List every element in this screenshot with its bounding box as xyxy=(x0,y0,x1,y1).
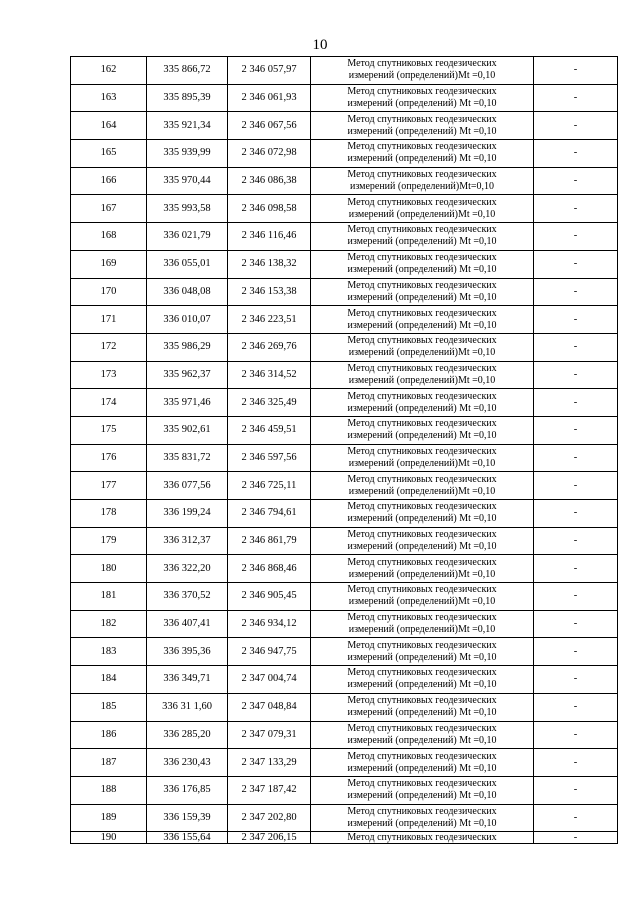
method-line-1: Метод спутниковых геодезических xyxy=(347,639,497,651)
x-coordinate-cell: 336 021,79 xyxy=(147,223,228,251)
x-coordinate-cell: 336 155,64 xyxy=(147,832,228,844)
point-number-cell: 162 xyxy=(71,57,147,85)
method-line-2: измерений (определений) Mt =0,10 xyxy=(347,264,497,276)
page-number: 10 xyxy=(312,37,328,53)
y-coordinate-cell: 2 346 061,93 xyxy=(228,84,311,112)
method-line-2: измерений (определений) Mt =0,10 xyxy=(347,319,497,331)
table-row xyxy=(71,749,618,777)
method-cell xyxy=(311,638,534,666)
note-cell: - xyxy=(534,250,618,278)
y-coordinate-cell: 2 346 067,56 xyxy=(228,112,311,140)
method-line-2: измерений (определений) Mt =0,10 xyxy=(347,153,497,165)
point-number-cell: 177 xyxy=(71,472,147,500)
method-cell xyxy=(311,195,534,223)
method-cell xyxy=(311,832,534,844)
method-line-1: Метод спутниковых геодезических xyxy=(347,832,497,844)
method-line-2: измерений (определений)Mt=0,10 xyxy=(349,181,495,193)
point-number-cell: 171 xyxy=(71,306,147,334)
y-coordinate-cell: 2 346 794,61 xyxy=(228,500,311,528)
method-line-2: измерений (определений)Mt =0,10 xyxy=(348,208,496,220)
point-number-cell: 180 xyxy=(71,555,147,583)
table-row xyxy=(71,804,618,832)
method-cell xyxy=(311,583,534,611)
table-row xyxy=(71,167,618,195)
point-number-cell: 173 xyxy=(71,361,147,389)
y-coordinate-cell: 2 347 202,80 xyxy=(228,804,311,832)
x-coordinate-cell: 336 395,36 xyxy=(147,638,228,666)
method-line-1: Метод спутниковых геодезических xyxy=(347,252,497,264)
note-cell: - xyxy=(534,610,618,638)
method-line-2: измерений (определений)Mt =0,10 xyxy=(348,374,496,386)
method-cell xyxy=(311,278,534,306)
method-cell xyxy=(311,112,534,140)
x-coordinate-cell: 336 199,24 xyxy=(147,500,228,528)
point-number-cell: 170 xyxy=(71,278,147,306)
table-row xyxy=(71,776,618,804)
note-cell: - xyxy=(534,666,618,694)
y-coordinate-cell: 2 346 057,97 xyxy=(228,57,311,85)
y-coordinate-cell: 2 346 116,46 xyxy=(228,223,311,251)
method-line-1: Метод спутниковых геодезических xyxy=(347,335,497,347)
table-row xyxy=(71,140,618,168)
method-cell xyxy=(311,666,534,694)
method-cell xyxy=(311,776,534,804)
note-cell: - xyxy=(534,361,618,389)
method-line-2: измерений (определений)Mt =0,10 xyxy=(348,596,496,608)
method-line-2: измерений (определений) Mt =0,10 xyxy=(347,679,497,691)
method-cell xyxy=(311,389,534,417)
method-cell xyxy=(311,472,534,500)
note-cell: - xyxy=(534,804,618,832)
point-number-cell: 187 xyxy=(71,749,147,777)
y-coordinate-cell: 2 346 086,38 xyxy=(228,167,311,195)
x-coordinate-cell: 335 970,44 xyxy=(147,167,228,195)
method-line-1: Метод спутниковых геодезических xyxy=(347,279,497,291)
method-cell xyxy=(311,361,534,389)
x-coordinate-cell: 335 902,61 xyxy=(147,416,228,444)
method-line-1: Метод спутниковых геодезических xyxy=(347,805,497,817)
x-coordinate-cell: 336 010,07 xyxy=(147,306,228,334)
note-cell: - xyxy=(534,583,618,611)
method-cell xyxy=(311,223,534,251)
table-row xyxy=(71,527,618,555)
method-line-1: Метод спутниковых геодезических xyxy=(347,501,497,513)
y-coordinate-cell: 2 346 269,76 xyxy=(228,333,311,361)
method-line-1: Метод спутниковых геодезических xyxy=(347,556,497,568)
point-number-cell: 169 xyxy=(71,250,147,278)
method-line-2: измерений (определений) Mt =0,10 xyxy=(347,291,497,303)
note-cell: - xyxy=(534,776,618,804)
table-row xyxy=(71,306,618,334)
method-line-2: измерений (определений)Mt =0,10 xyxy=(348,485,496,497)
y-coordinate-cell: 2 346 947,75 xyxy=(228,638,311,666)
x-coordinate-cell: 335 962,37 xyxy=(147,361,228,389)
point-number-cell: 181 xyxy=(71,583,147,611)
table-row xyxy=(71,333,618,361)
x-coordinate-cell: 336 312,37 xyxy=(147,527,228,555)
point-number-cell: 168 xyxy=(71,223,147,251)
method-line-2: измерений (определений)Mt =0,10 xyxy=(348,70,496,82)
point-number-cell: 184 xyxy=(71,666,147,694)
point-number-cell: 163 xyxy=(71,84,147,112)
note-cell: - xyxy=(534,472,618,500)
table-row xyxy=(71,444,618,472)
method-line-1: Метод спутниковых геодезических xyxy=(347,86,497,98)
table-row xyxy=(71,389,618,417)
method-line-1: Метод спутниковых геодезических xyxy=(347,473,497,485)
point-number-cell: 182 xyxy=(71,610,147,638)
x-coordinate-cell: 336 285,20 xyxy=(147,721,228,749)
x-coordinate-cell: 335 939,99 xyxy=(147,140,228,168)
table-row xyxy=(71,721,618,749)
method-cell xyxy=(311,444,534,472)
note-cell: - xyxy=(534,223,618,251)
note-cell: - xyxy=(534,416,618,444)
x-coordinate-cell: 336 322,20 xyxy=(147,555,228,583)
y-coordinate-cell: 2 346 138,32 xyxy=(228,250,311,278)
table-row xyxy=(71,638,618,666)
method-cell xyxy=(311,57,534,85)
method-line-1: Метод спутниковых геодезических xyxy=(347,58,497,70)
coordinates-table xyxy=(70,56,618,844)
method-line-1: Метод спутниковых геодезических xyxy=(347,722,497,734)
y-coordinate-cell: 2 346 325,49 xyxy=(228,389,311,417)
method-cell xyxy=(311,500,534,528)
method-cell xyxy=(311,306,534,334)
y-coordinate-cell: 2 346 934,12 xyxy=(228,610,311,638)
method-cell xyxy=(311,333,534,361)
method-line-1: Метод спутниковых геодезических xyxy=(347,307,497,319)
point-number-cell: 188 xyxy=(71,776,147,804)
method-line-1: Метод спутниковых геодезических xyxy=(347,418,497,430)
point-number-cell: 176 xyxy=(71,444,147,472)
y-coordinate-cell: 2 347 187,42 xyxy=(228,776,311,804)
method-line-2: измерений (определений) Mt =0,10 xyxy=(347,734,497,746)
method-line-1: Метод спутниковых геодезических xyxy=(347,196,497,208)
method-line-2: измерений (определений) Mt =0,10 xyxy=(347,236,497,248)
table-row xyxy=(71,361,618,389)
table-row xyxy=(71,583,618,611)
method-line-2: измерений (определений) Mt =0,10 xyxy=(347,790,497,802)
x-coordinate-cell: 335 866,72 xyxy=(147,57,228,85)
x-coordinate-cell: 336 048,08 xyxy=(147,278,228,306)
point-number-cell: 172 xyxy=(71,333,147,361)
x-coordinate-cell: 335 993,58 xyxy=(147,195,228,223)
x-coordinate-cell: 335 921,34 xyxy=(147,112,228,140)
method-line-2: измерений (определений) Mt =0,10 xyxy=(347,98,497,110)
table-row xyxy=(71,416,618,444)
method-line-1: Метод спутниковых геодезических xyxy=(347,584,497,596)
method-line-1: Метод спутниковых геодезических xyxy=(347,529,497,541)
y-coordinate-cell: 2 346 098,58 xyxy=(228,195,311,223)
point-number-cell: 175 xyxy=(71,416,147,444)
point-number-cell: 166 xyxy=(71,167,147,195)
method-line-2: измерений (определений) Mt =0,10 xyxy=(347,402,497,414)
note-cell: - xyxy=(534,140,618,168)
note-cell: - xyxy=(534,444,618,472)
note-cell: - xyxy=(534,693,618,721)
method-line-2: измерений (определений)Mt =0,10 xyxy=(348,568,496,580)
note-cell: - xyxy=(534,721,618,749)
point-number-cell: 190 xyxy=(71,832,147,844)
x-coordinate-cell: 336 077,56 xyxy=(147,472,228,500)
note-cell: - xyxy=(534,832,618,844)
method-line-1: Метод спутниковых геодезических xyxy=(347,612,497,624)
y-coordinate-cell: 2 346 905,45 xyxy=(228,583,311,611)
method-line-2: измерений (определений) Mt =0,10 xyxy=(347,817,497,829)
method-cell xyxy=(311,693,534,721)
note-cell: - xyxy=(534,84,618,112)
point-number-cell: 174 xyxy=(71,389,147,417)
method-line-1: Метод спутниковых геодезических xyxy=(347,141,497,153)
method-line-1: Метод спутниковых геодезических xyxy=(347,169,497,181)
table-row xyxy=(71,832,618,844)
y-coordinate-cell: 2 347 004,74 xyxy=(228,666,311,694)
x-coordinate-cell: 336 159,39 xyxy=(147,804,228,832)
method-line-1: Метод спутниковых геодезических xyxy=(347,224,497,236)
note-cell: - xyxy=(534,638,618,666)
y-coordinate-cell: 2 347 206,15 xyxy=(228,832,311,844)
table-row xyxy=(71,693,618,721)
method-cell xyxy=(311,749,534,777)
y-coordinate-cell: 2 347 048,84 xyxy=(228,693,311,721)
method-line-2: измерений (определений)Mt =0,10 xyxy=(348,347,496,359)
method-cell xyxy=(311,167,534,195)
method-cell xyxy=(311,527,534,555)
point-number-cell: 178 xyxy=(71,500,147,528)
point-number-cell: 185 xyxy=(71,693,147,721)
note-cell: - xyxy=(534,57,618,85)
method-line-2: измерений (определений) Mt =0,10 xyxy=(347,762,497,774)
note-cell: - xyxy=(534,278,618,306)
point-number-cell: 179 xyxy=(71,527,147,555)
x-coordinate-cell: 336 349,71 xyxy=(147,666,228,694)
x-coordinate-cell: 336 31 1,60 xyxy=(147,693,228,721)
table-row xyxy=(71,500,618,528)
table-row xyxy=(71,57,618,85)
method-line-2: измерений (определений) Mt =0,10 xyxy=(347,651,497,663)
method-line-1: Метод спутниковых геодезических xyxy=(347,750,497,762)
y-coordinate-cell: 2 346 459,51 xyxy=(228,416,311,444)
method-cell xyxy=(311,84,534,112)
table-row xyxy=(71,610,618,638)
table-row xyxy=(71,250,618,278)
x-coordinate-cell: 336 370,52 xyxy=(147,583,228,611)
y-coordinate-cell: 2 346 072,98 xyxy=(228,140,311,168)
x-coordinate-cell: 335 895,39 xyxy=(147,84,228,112)
method-line-1: Метод спутниковых геодезических xyxy=(347,362,497,374)
table-row xyxy=(71,84,618,112)
table-row xyxy=(71,195,618,223)
method-line-1: Метод спутниковых геодезических xyxy=(347,445,497,457)
x-coordinate-cell: 336 055,01 xyxy=(147,250,228,278)
table-row xyxy=(71,555,618,583)
method-cell xyxy=(311,721,534,749)
method-cell xyxy=(311,610,534,638)
note-cell: - xyxy=(534,333,618,361)
point-number-cell: 164 xyxy=(71,112,147,140)
x-coordinate-cell: 336 230,43 xyxy=(147,749,228,777)
note-cell: - xyxy=(534,527,618,555)
point-number-cell: 183 xyxy=(71,638,147,666)
x-coordinate-cell: 336 176,85 xyxy=(147,776,228,804)
method-line-2: измерений (определений)Mt =0,10 xyxy=(348,457,496,469)
note-cell: - xyxy=(534,306,618,334)
method-line-2: измерений (определений) Mt =0,10 xyxy=(347,513,497,525)
x-coordinate-cell: 335 986,29 xyxy=(147,333,228,361)
method-line-2: измерений (определений) Mt =0,10 xyxy=(347,707,497,719)
y-coordinate-cell: 2 346 314,52 xyxy=(228,361,311,389)
coordinates-table-body xyxy=(71,57,618,844)
method-cell xyxy=(311,140,534,168)
y-coordinate-cell: 2 346 153,38 xyxy=(228,278,311,306)
method-cell xyxy=(311,416,534,444)
method-line-1: Метод спутниковых геодезических xyxy=(347,113,497,125)
x-coordinate-cell: 335 971,46 xyxy=(147,389,228,417)
note-cell: - xyxy=(534,749,618,777)
method-cell xyxy=(311,555,534,583)
method-line-2: измерений (определений) Mt =0,10 xyxy=(347,430,497,442)
note-cell: - xyxy=(534,112,618,140)
table-row xyxy=(71,666,618,694)
point-number-cell: 167 xyxy=(71,195,147,223)
point-number-cell: 186 xyxy=(71,721,147,749)
method-line-2: измерений (определений) Mt =0,10 xyxy=(347,125,497,137)
y-coordinate-cell: 2 347 079,31 xyxy=(228,721,311,749)
method-cell xyxy=(311,250,534,278)
y-coordinate-cell: 2 346 597,56 xyxy=(228,444,311,472)
table-row xyxy=(71,472,618,500)
method-cell xyxy=(311,804,534,832)
table-row xyxy=(71,112,618,140)
y-coordinate-cell: 2 347 133,29 xyxy=(228,749,311,777)
y-coordinate-cell: 2 346 868,46 xyxy=(228,555,311,583)
method-line-1: Метод спутниковых геодезических xyxy=(347,695,497,707)
table-row xyxy=(71,278,618,306)
method-line-2: измерений (определений) Mt =0,10 xyxy=(347,541,497,553)
method-line-1: Метод спутниковых геодезических xyxy=(347,390,497,402)
note-cell: - xyxy=(534,167,618,195)
y-coordinate-cell: 2 346 861,79 xyxy=(228,527,311,555)
method-line-1: Метод спутниковых геодезических xyxy=(347,778,497,790)
y-coordinate-cell: 2 346 725,11 xyxy=(228,472,311,500)
note-cell: - xyxy=(534,500,618,528)
note-cell: - xyxy=(534,389,618,417)
method-line-2: измерений (определений)Mt =0,10 xyxy=(348,624,496,636)
note-cell: - xyxy=(534,555,618,583)
method-line-1: Метод спутниковых геодезических xyxy=(347,667,497,679)
y-coordinate-cell: 2 346 223,51 xyxy=(228,306,311,334)
x-coordinate-cell: 335 831,72 xyxy=(147,444,228,472)
note-cell: - xyxy=(534,195,618,223)
x-coordinate-cell: 336 407,41 xyxy=(147,610,228,638)
table-row xyxy=(71,223,618,251)
point-number-cell: 189 xyxy=(71,804,147,832)
point-number-cell: 165 xyxy=(71,140,147,168)
